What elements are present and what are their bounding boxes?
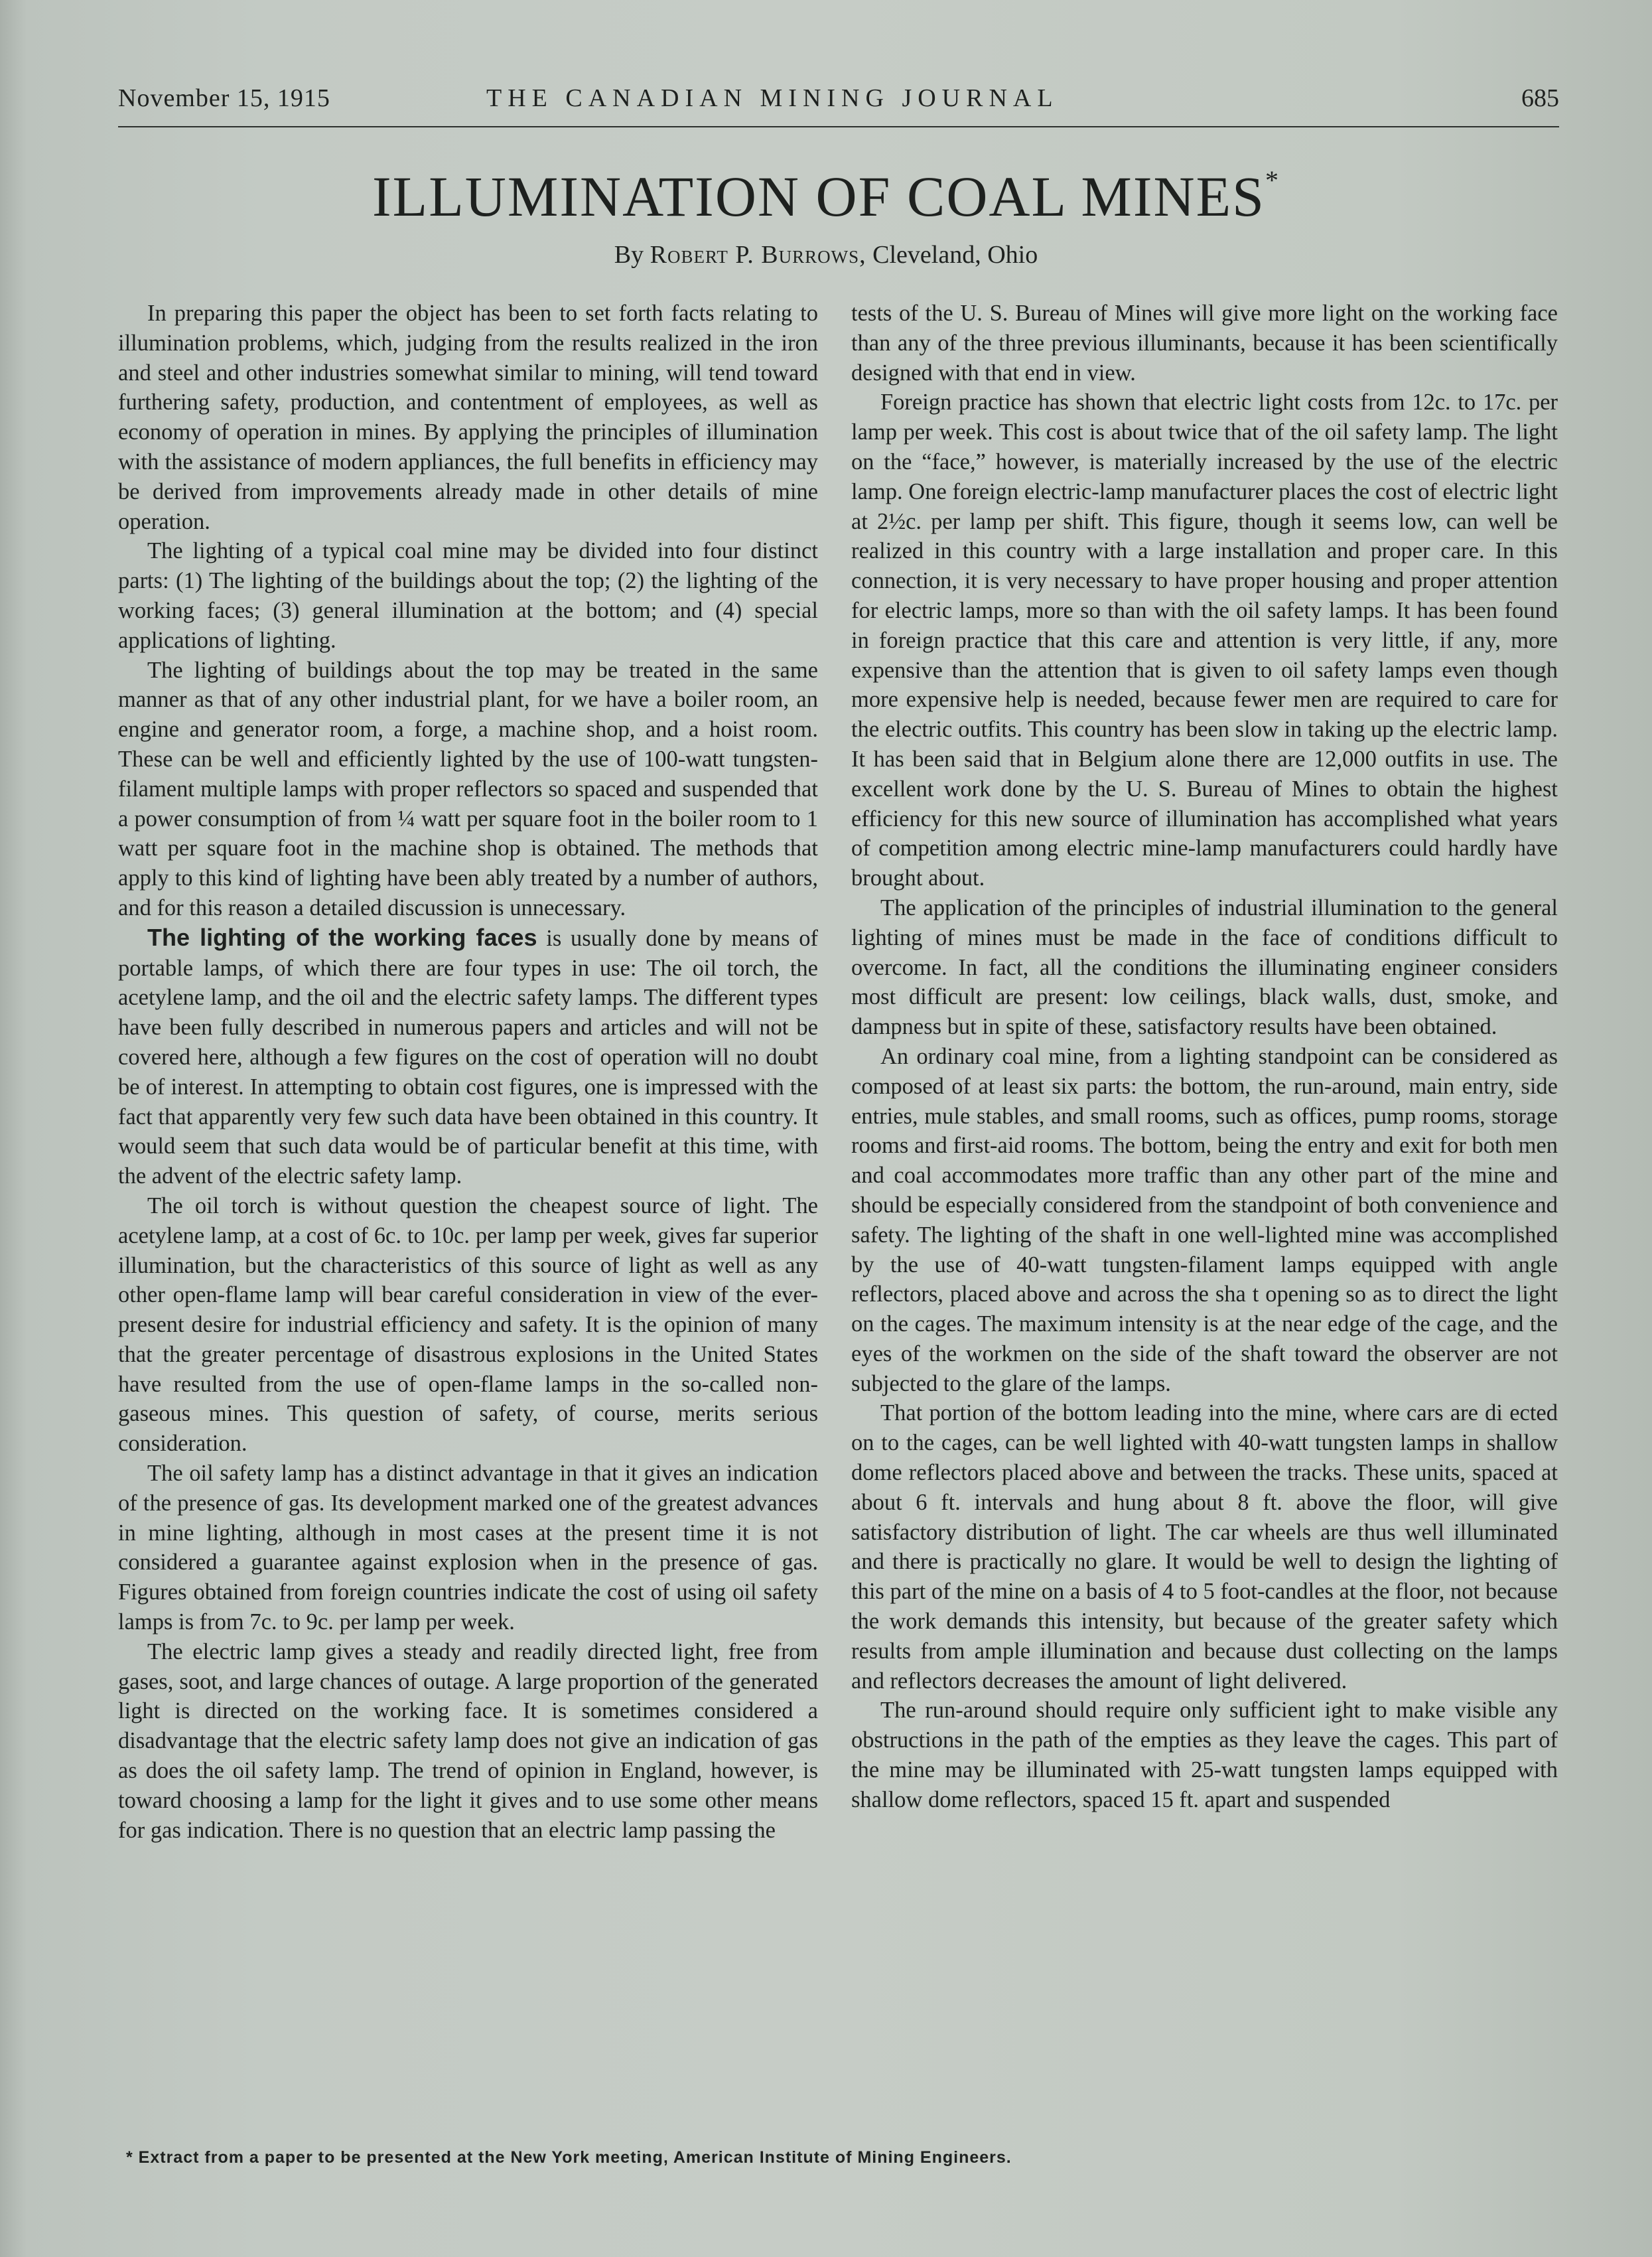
paragraph: In preparing this paper the object has been to set forth facts relating to illumination problems, which, judging from the results realized in the iron and steel and other industries somewhat similar to mining, will tend toward furthering safety, production, and contentment of employees, as well as economy of operation in mines. By applying the principles of illumination with the assistance of modern appliances, the full benefits in efficiency may be derived from improvements already made in other details of mine operation. (118, 301, 818, 534)
running-header (118, 84, 1559, 123)
author-location: Cleveland, Ohio (872, 241, 1038, 269)
article-title-text: ILLUMINATION OF COAL MINES (372, 165, 1265, 228)
paragraph: An ordinary coal mine, from a lighting standpoint can be considered as composed of at least six parts: the bottom, the run-around, main entry, side entries, mule stables, and small rooms, such as offices, pump rooms, storage rooms and first-aid rooms. The bottom, being the entry and exit for both men and coal accommodates more traffic than any other part of the mine and should be especially considered from the standpoint of both convenience and safety. The lighting of the shaft in one well-lighted mine was accomplished by the use of 40-watt tungsten-filament lamps equipped with angle reflectors, placed above and across the sha t opening so as to direct the light on the cages. The maximum intensity is at the near edge of the cage, and the eyes of the workmen on the side of the shaft toward the observer are not subjected to the glare of the lamps. (851, 1043, 1558, 1396)
paragraph: The run-around should require only sufficient ight to make visible any obstructions in the path of the empties as they leave the cages. This part of the mine may be illuminated with 25-watt tungsten lamps equipped with shallow dome reflectors, spaced 15 ft. apart and suspended (851, 1698, 1558, 1812)
paragraph: The electric lamp gives a steady and readily directed light, free from gases, soot, and large chances of outage. A large proportion of the generated light is directed on the working face. It is sometimes considered a disadvantage that the electric safety lamp does not give an indication of gas as does the oil safety lamp. The trend of opinion in England, however, is toward choosing a lamp for the light it gives and to use some other means for gas indication. There is no question that an electric lamp passing the (118, 1638, 818, 1843)
paragraph: The application of the principles of industrial illumination to the general lighting of mines must be made in the face of conditions difficult to overcome. In fact, all the conditions the illuminating engineer considers most difficult are present: low ceilings, black walls, dust, smoke, and dampness but in spite of these, satisfactory results have been obtained. (851, 895, 1558, 1040)
paragraph: That portion of the bottom leading into the mine, where cars are di ected on to the cages, can be well lighted with 40-watt tungsten lamps in shallow dome reflectors placed above and between the tracks. These units, spaced at about 6 ft. intervals and hung about 8 ft. above the floor, will give satisfactory distribution of light. The car wheels are thus well illuminated and there is practically no glare. It would be well to design the lighting of this part of the mine on a basis of 4 to 5 foot-candles at the floor, not because the work demands this intensity, but because of the greater safety which results from ample illumination and because dust collecting on the lamps and reflectors decreases the amount of light delivered. (851, 1400, 1558, 1694)
left-column (118, 299, 818, 1845)
footnote-marker: * (1265, 165, 1280, 195)
paragraph: Foreign practice has shown that electric light costs from 12c. to 17c. per lamp per week. This cost is about twice that of the oil safety lamp. The light on the “face,” however, is materially increased by the use of the electric lamp. One foreign electric-lamp manufacturer places the cost of electric light at 2½c. per lamp per shift. This figure, though it seems low, can well be realized in this country with a large installation and proper care. In this connection, it is very necessary to have proper housing and proper attention for electric lamps, more so than with the oil safety lamps. It has been found in foreign practice that this care and attention is very little, if any, more expensive than the attention that is given to oil safety lamps even though more expensive help is needed, because fewer men are required to care for the electric outfits. This country has been slow in taking up the electric lamp. It has been said that in Belgium alone there are 12,000 outfits in use. The excellent work done by the U. S. Bureau of Mines to obtain the highest efficiency for this new source of illumination has accomplished what years of competition among electric mine-lamp manufacturers could hardly have brought about. (851, 390, 1558, 891)
right-column (851, 299, 1558, 1815)
paragraph (118, 923, 818, 1191)
page-number: 685 (1521, 84, 1559, 112)
author-name: Robert P. Burrows, (650, 241, 866, 269)
paragraph: The lighting of buildings about the top may be treated in the same manner as that of any other industrial plant, for we have a boiler room, an engine and generator room, a forge, a machine shop, and a hoist room. These can be well and efficiently lighted by the use of 100-watt tungsten-filament multiple lamps with proper reflectors so spaced and suspended that a power consumption of from ¼ watt per square foot in the boiler room to 1 watt per square foot in the machine shop is obtained. The methods that apply to this kind of lighting have been ably treated by a number of authors, and for this reason a detailed discussion is unnecessary. (118, 657, 818, 920)
paragraph: tests of the U. S. Bureau of Mines will give more light on the working face than any of the three previous illuminants, because it has been scientifically designed with that end in view. (851, 301, 1558, 386)
byline-prefix: By (614, 241, 644, 269)
paragraph-text: is usually done by means of portable lamps, of which there are four types in use: The oil torch, the acetylene lamp, and the oil and the electric safety lamps. The different types have been fully described in numerous papers and articles and will not be covered here, although a few figures on the cost of operation will no doubt be of interest. In attempting to obtain cost figures, one is impressed with the fact that apparently very few such data have been obtained in this country. It would seem that such data would be of particular benefit at this time, with the advent of the electric safety lamp. (118, 925, 818, 1189)
byline (0, 240, 1652, 269)
footnote: * Extract from a paper to be presented at the New York meeting, American Institute of Mining Engineers. (126, 2148, 1012, 2167)
paragraph: The oil safety lamp has a distinct advantage in that it gives an indication of the presence of gas. Its development marked one of the greatest advances in mine lighting, although in most cases at the present time it is not considered a guarantee against explosion when in the presence of gas. Figures obtained from foreign countries indicate the cost of using oil safety lamps is from 7c. to 9c. per lamp per week. (118, 1461, 818, 1635)
issue-date: November 15, 1915 (118, 84, 330, 112)
header-rule (118, 126, 1559, 127)
journal-name: THE CANADIAN MINING JOURNAL (486, 84, 1059, 112)
article-title (0, 163, 1652, 230)
section-subheading: The lighting of the working faces (147, 923, 537, 951)
paragraph: The lighting of a typical coal mine may be divided into four distinct parts: (1) The lighting of the buildings about the top; (2) the lighting of the working faces; (3) general illumination at the bottom; and (4) special applications of lighting. (118, 538, 818, 653)
paragraph: The oil torch is without question the cheapest source of light. The acetylene lamp, at a cost of 6c. to 10c. per lamp per week, gives far superior illumination, but the characteristics of this source of light as well as any other open-flame lamp will bear careful consideration in view of the ever-present desire for industrial efficiency and safety. It is the opinion of many that the greater percentage of disastrous explosions in the United States have resulted from the use of open-flame lamps in the so-called non-gaseous mines. This question of safety, of course, merits serious consideration. (118, 1193, 818, 1457)
